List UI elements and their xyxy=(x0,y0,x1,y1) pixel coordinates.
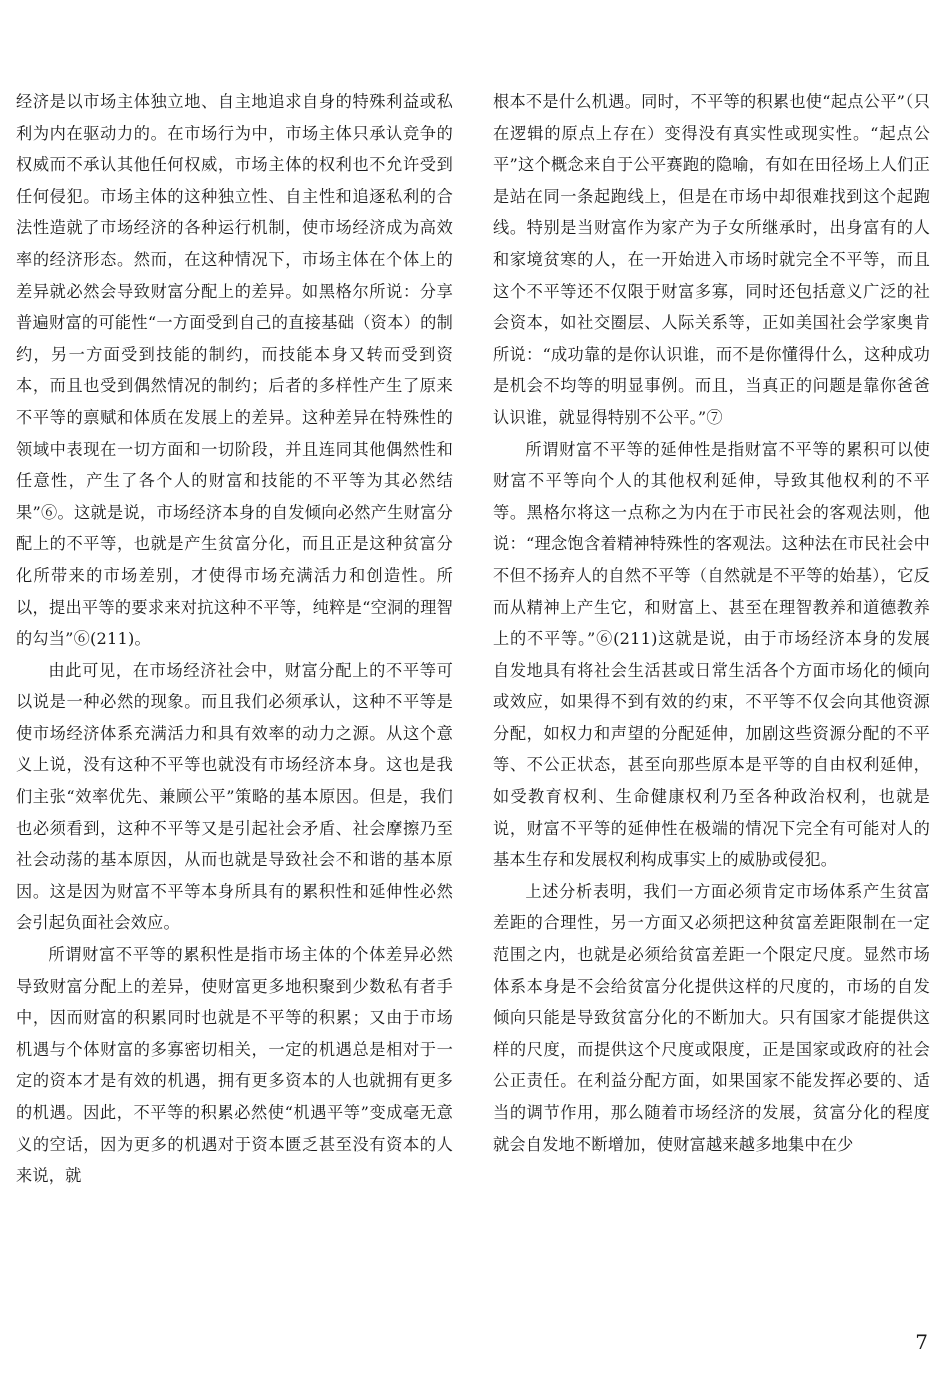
right-column xyxy=(493,86,930,1160)
left-column xyxy=(16,86,453,1192)
paragraph: 上述分析表明，我们一方面必须肯定市场体系产生贫富差距的合理性，另一方面又必须把这种贫富差距限制在一定范围之内，也就是必须给贫富差距一个限定尺度。显然市场体系本身是不会给贫富分化提供这样的尺度的，市场的自发倾向只能是导致贫富分化的不断加大。只有国家才能提供这样的尺度，而提供这个尺度或限度，正是国家或政府的社会公正责任。在利益分配方面，如果国家不能发挥必要的、适当的调节作用，那么随着市场经济的发展，贫富分化的程度就会自发地不断增加，使财富越来越多地集中在少 xyxy=(493,881,930,1154)
paragraph: 根本不是什么机遇。同时，不平等的积累也使“起点公平”（只在逻辑的原点上存在）变得没有真实性或现实性。“起点公平”这个概念来自于公平赛跑的隐喻，有如在田径场上人们正是站在同一条起跑线上，但是在市场中却很难找到这个起跑线。特别是当财富作为家产为子女所继承时，出身富有的人和家境贫寒的人，在一开始进入市场时就完全不平等，而且这个不平等还不仅限于财富多寡，同时还包括意义广泛的社会资本，如社交圈层、人际关系等，正如美国社会学家奥肯所说：“成功靠的是你认识谁，而不是你懂得什么，这种成功是机会不均等的明显事例。而且，当真正的问题是靠你爸爸认识谁，就显得特别不公平。”⑦ xyxy=(493,92,930,427)
paragraph: 经济是以市场主体独立地、自主地追求自身的特殊利益或私利为内在驱动力的。在市场行为中，市场主体只承认竞争的权威而不承认其他任何权威，市场主体的权利也不允许受到任何侵犯。市场主体的这种独立性、自主性和追逐私利的合法性造就了市场经济的各种运行机制，使市场经济成为高效率的经济形态。然而，在这种情况下，市场主体在个体上的差异就必然会导致财富分配上的差异。如黑格尔所说：分享普遍财富的可能性“一方面受到自己的直接基础（资本）的制约，另一方面受到技能的制约，而技能本身又转而受到资本，而且也受到偶然情况的制约；后者的多样性产生了原来不平等的禀赋和体质在发展上的差异。这种差异在特殊性的领域中表现在一切方面和一切阶段，并且连同其他偶然性和任意性，产生了各个人的财富和技能的不平等为其必然结果”⑥。这就是说，市场经济本身的自发倾向必然产生财富分配上的不平等，也就是产生贫富分化，而且正是这种贫富分化所带来的市场差别，才使得市场充满活力和创造性。所以，提出平等的要求来对抗这种不平等，纯粹是“空洞的理智的勾当”⑥(211)。 xyxy=(16,92,453,649)
paragraph: 由此可见，在市场经济社会中，财富分配上的不平等可以说是一种必然的现象。而且我们必须承认，这种不平等是使市场经济体系充满活力和具有效率的动力之源。从这个意义上说，没有这种不平等也就没有市场经济本身。这也是我们主张“效率优先、兼顾公平”策略的基本原因。但是，我们也必须看到，这种不平等又是引起社会矛盾、社会摩擦乃至社会动荡的基本原因，从而也就是导致社会不和谐的基本原因。这是因为财富不平等本身所具有的累积性和延伸性必然会引起负面社会效应。 xyxy=(16,660,453,933)
paragraph: 所谓财富不平等的累积性是指市场主体的个体差异必然导致财富分配上的差异，使财富更多地积聚到少数私有者手中，因而财富的积累同时也就是不平等的积累；又由于市场机遇与个体财富的多寡密切相关，一定的机遇总是相对于一定的资本才是有效的机遇，拥有更多资本的人也就拥有更多的机遇。因此，不平等的积累必然使“机遇平等”变成毫无意义的空话，因为更多的机遇对于资本匮乏甚至没有资本的人来说，就 xyxy=(16,945,453,1186)
paragraph: 所谓财富不平等的延伸性是指财富不平等的累积可以使财富不平等向个人的其他权利延伸，导致其他权利的不平等。黑格尔将这一点称之为内在于市民社会的客观法则，他说：“理念饱含着精神特殊性的客观法。这种法在市民社会中不但不扬弃人的自然不平等（自然就是不平等的始基），它反而从精神上产生它，和财富上、甚至在理智教养和道德教养上的不平等。”⑥(211)这就是说，由于市场经济本身的发展自发地具有将社会生活甚或日常生活各个方面市场化的倾向或效应，如果得不到有效的约束，不平等不仅会向其他资源分配，如权力和声望的分配延伸，加剧这些资源分配的不平等、不公正状态，甚至向那些原本是平等的自由权利延伸，如受教育权利、生命健康权利乃至各种政治权利，也就是说，财富不平等的延伸性在极端的情况下完全有可能对人的基本生存和发展权利构成事实上的威胁或侵犯。 xyxy=(493,439,930,870)
page-number: 7 xyxy=(915,1330,928,1354)
